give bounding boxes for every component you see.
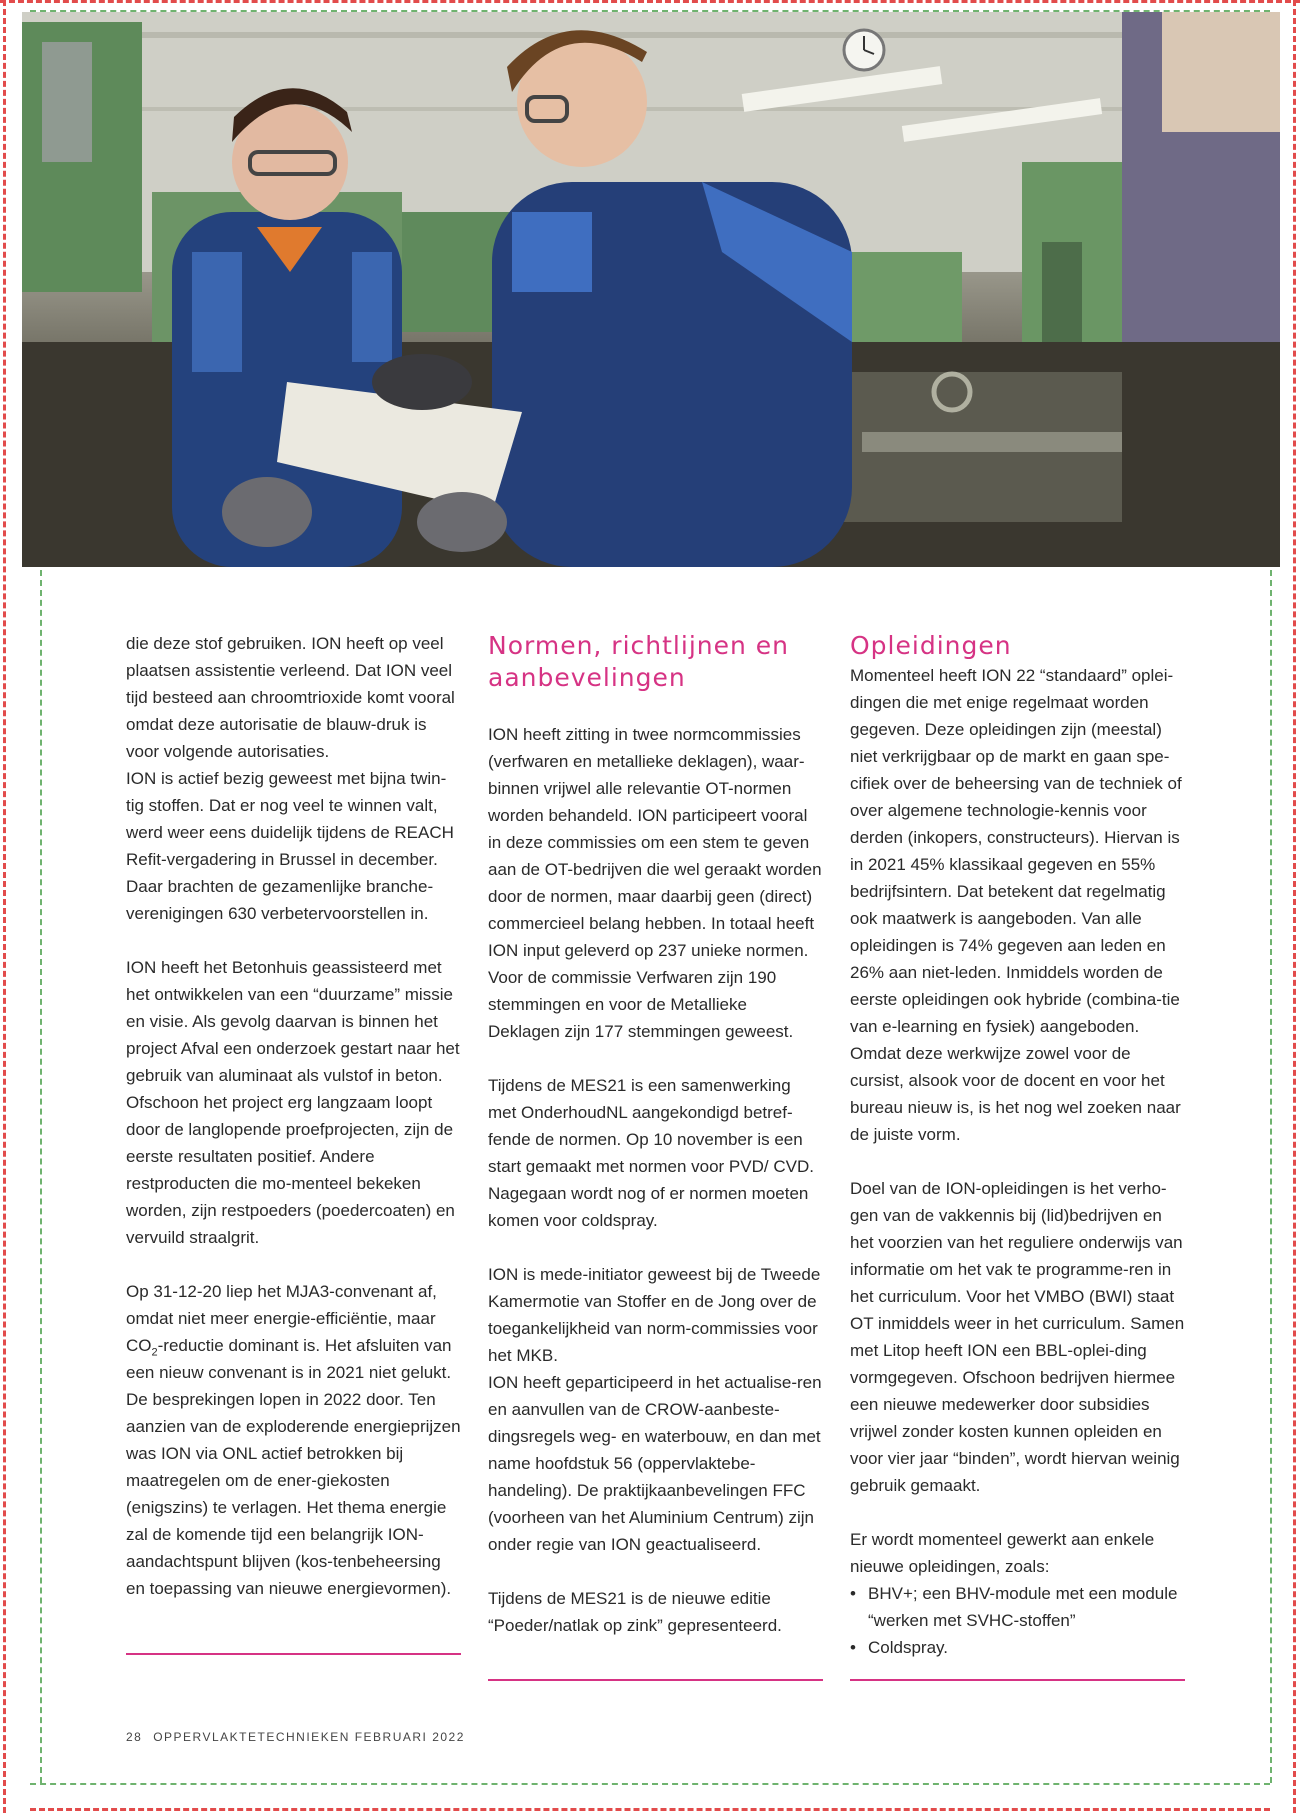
col3-paragraph-3: Er wordt momenteel gewerkt aan enkele nieuwe opleidingen, zoals: [850,1530,1155,1576]
crop-mark-left [40,570,42,1783]
col1-paragraph-2: ION heeft het Betonhuis geassisteerd met het ontwikkelen van een “duurzame” missie en visie. Als gevolg daarvan is binnen het project Afval een onderzoek gestart naar het gebruik van aluminaat als vulstof in beton. Ofschoon het project erg langzaam loopt door de langlopende proefprojecten, zijn de eerste resultaten positief. Andere restproducten die mo-menteel bekeken worden, zijn restpoeders (poedercoaten) en vervuild straalgrit. [126,958,460,1247]
co2-subscript: 2 [151,1346,158,1359]
col1-paragraph-1b: ION is actief bezig geweest met bijna twin-tig stoffen. Dat er nog veel te winnen valt, werd weer eens duidelijk tijdens de REACH Refit-vergadering in Brussel in december. Daar brachten de gezamenlijke branche-verenigingen 630 verbetervoorstellen in. [126,769,454,923]
opleidingen-list [850,1580,1185,1661]
col2-paragraph-1: ION heeft zitting in twee normcommissies (verfwaren en metallieke deklagen), waar-binnen vrijwel alle relevantie OT-normen worden behandeld. ION participeert vooral in deze commissies om een stem te geven aan de OT-bedrijven die wel geraakt worden door de normen, maar daarbij geen (direct) commercieel belang hebben. In totaal heeft ION input geleverd op 237 unieke normen. Voor de commissie Verfwaren zijn 190 stemmingen en voor de Metallieke Deklagen zijn 177 stemmingen geweest. [488,725,822,1041]
column-1-end-rule [126,1653,461,1655]
column-2-end-rule [488,1679,823,1681]
crop-mark-bottom-red [30,1808,1270,1811]
col3-paragraph-1: Momenteel heeft ION 22 “standaard” oplei-dingen die met enige regelmaat worden gegeven. Deze opleidingen zijn (meestal) niet verkrijgbaar op de markt en gaan spe-cifiek over de beheersing van de techniek of over algemene technologie-kennis voor derden (inkopers, constructeurs). Hiervan is in 2021 45% klassikaal gegeven en 55% bedrijfsintern. Dat betekent dat regelmatig ook maatwerk is aangeboden. Van alle opleidingen is 74% gegeven aan leden en 26% aan niet-leden. Inmiddels worden de eerste opleidingen ook hybride (combina-tie van e-learning en fysiek) aangeboden. Omdat deze werkwijze zowel voor de cursist, alsook voor de docent en voor het bureau nieuw is, is het nog wel zoeken naar de juiste vorm. [850,666,1182,1144]
col2-paragraph-3b: ION heeft geparticipeerd in het actualise-ren en aanvullen van de CROW-aanbeste-dingsregels weg- en waterbouw, en dan met name hoofdstuk 56 (oppervlaktebe-handeling). De praktijkaanbevelingen FFC (voorheen van het Aluminium Centrum) zijn onder regie van ION geactualiseerd. [488,1373,822,1554]
magazine-name: OPPERVLAKTETECHNIEKEN FEBRUARI 2022 [153,1730,465,1744]
crop-mark-left-red [3,0,6,1813]
header-photo [22,12,1280,567]
col2-paragraph-3: ION is mede-initiator geweest bij de Tweede Kamermotie van Stoffer en de Jong over de toegankelijkheid van norm-commissies voor het MKB. [488,1265,821,1365]
crop-mark-bottom [30,1783,1270,1785]
crop-mark-right-red [1293,0,1296,1813]
list-item: • BHV+; een BHV-module met een module “werken met SVHC-stoffen” [850,1580,1185,1634]
heading-normen: Normen, richtlijnen en aanbevelingen [488,631,790,692]
col1-paragraph-3-part-b: -reductie dominant is. Het afsluiten van een nieuw convenant is in 2021 niet gelukt. De besprekingen lopen in 2022 door. Ten aanzien van de exploderende energieprijzen was ION via ONL actief betrokken bij maatregelen om de ener-giekosten (enigszins) te verlagen. Het thema energie zal de komende tijd een belangrijk ION-aandachtspunt blijven (kos-tenbeheersing en toepassing van nieuwe energievormen). [126,1336,461,1598]
column-2 [488,630,823,1666]
list-item: • Coldspray. [850,1634,1185,1661]
column-3-end-rule [850,1679,1185,1681]
col3-paragraph-2: Doel van de ION-opleidingen is het verho-gen van de vakkennis bij (lid)bedrijven en het voorzien van het reguliere onderwijs van informatie om het vak te programme-ren in het curriculum. Voor het VMBO (BWI) staat OT inmiddels weer in het curriculum. Samen met Litop heeft ION een BBL-oplei-ding vormgegeven. Ofschoon bedrijven hiermee een nieuwe medewerker door subsidies vrijwel zonder kosten kunnen opleiden en voor vier jaar “binden”, wordt hiervan weinig gebruik gemaakt. [850,1179,1185,1495]
column-3 [850,630,1185,1661]
heading-opleidingen: Opleidingen [850,631,1012,660]
crop-mark-right [1270,570,1272,1783]
column-1 [126,630,461,1629]
col1-paragraph-1: die deze stof gebruiken. ION heeft op veel plaatsen assistentie verleend. Dat ION veel tijd besteed aan chroomtrioxide komt vooral omdat deze autorisatie de blauw-druk is voor volgende autorisaties. [126,634,455,761]
crop-mark-top-red [0,0,1300,3]
col2-paragraph-2: Tijdens de MES21 is een samenwerking met OnderhoudNL aangekondigd betref-fende de normen. Op 10 november is een start gemaakt met normen voor PVD/ CVD. Nagegaan wordt nog of er normen moeten komen voor coldspray. [488,1076,814,1230]
page-number: 28 [126,1730,143,1744]
col1-paragraph-3-part-a: Op 31-12-20 liep het MJA3-convenant af, omdat niet meer energie-efficiëntie, maar CO [126,1282,437,1355]
page-footer [126,1730,465,1744]
col1-paragraph-3 [126,1278,461,1602]
workshop-illustration [22,12,1280,567]
col2-paragraph-4: Tijdens de MES21 is de nieuwe editie “Poeder/natlak op zink” gepresenteerd. [488,1589,782,1635]
